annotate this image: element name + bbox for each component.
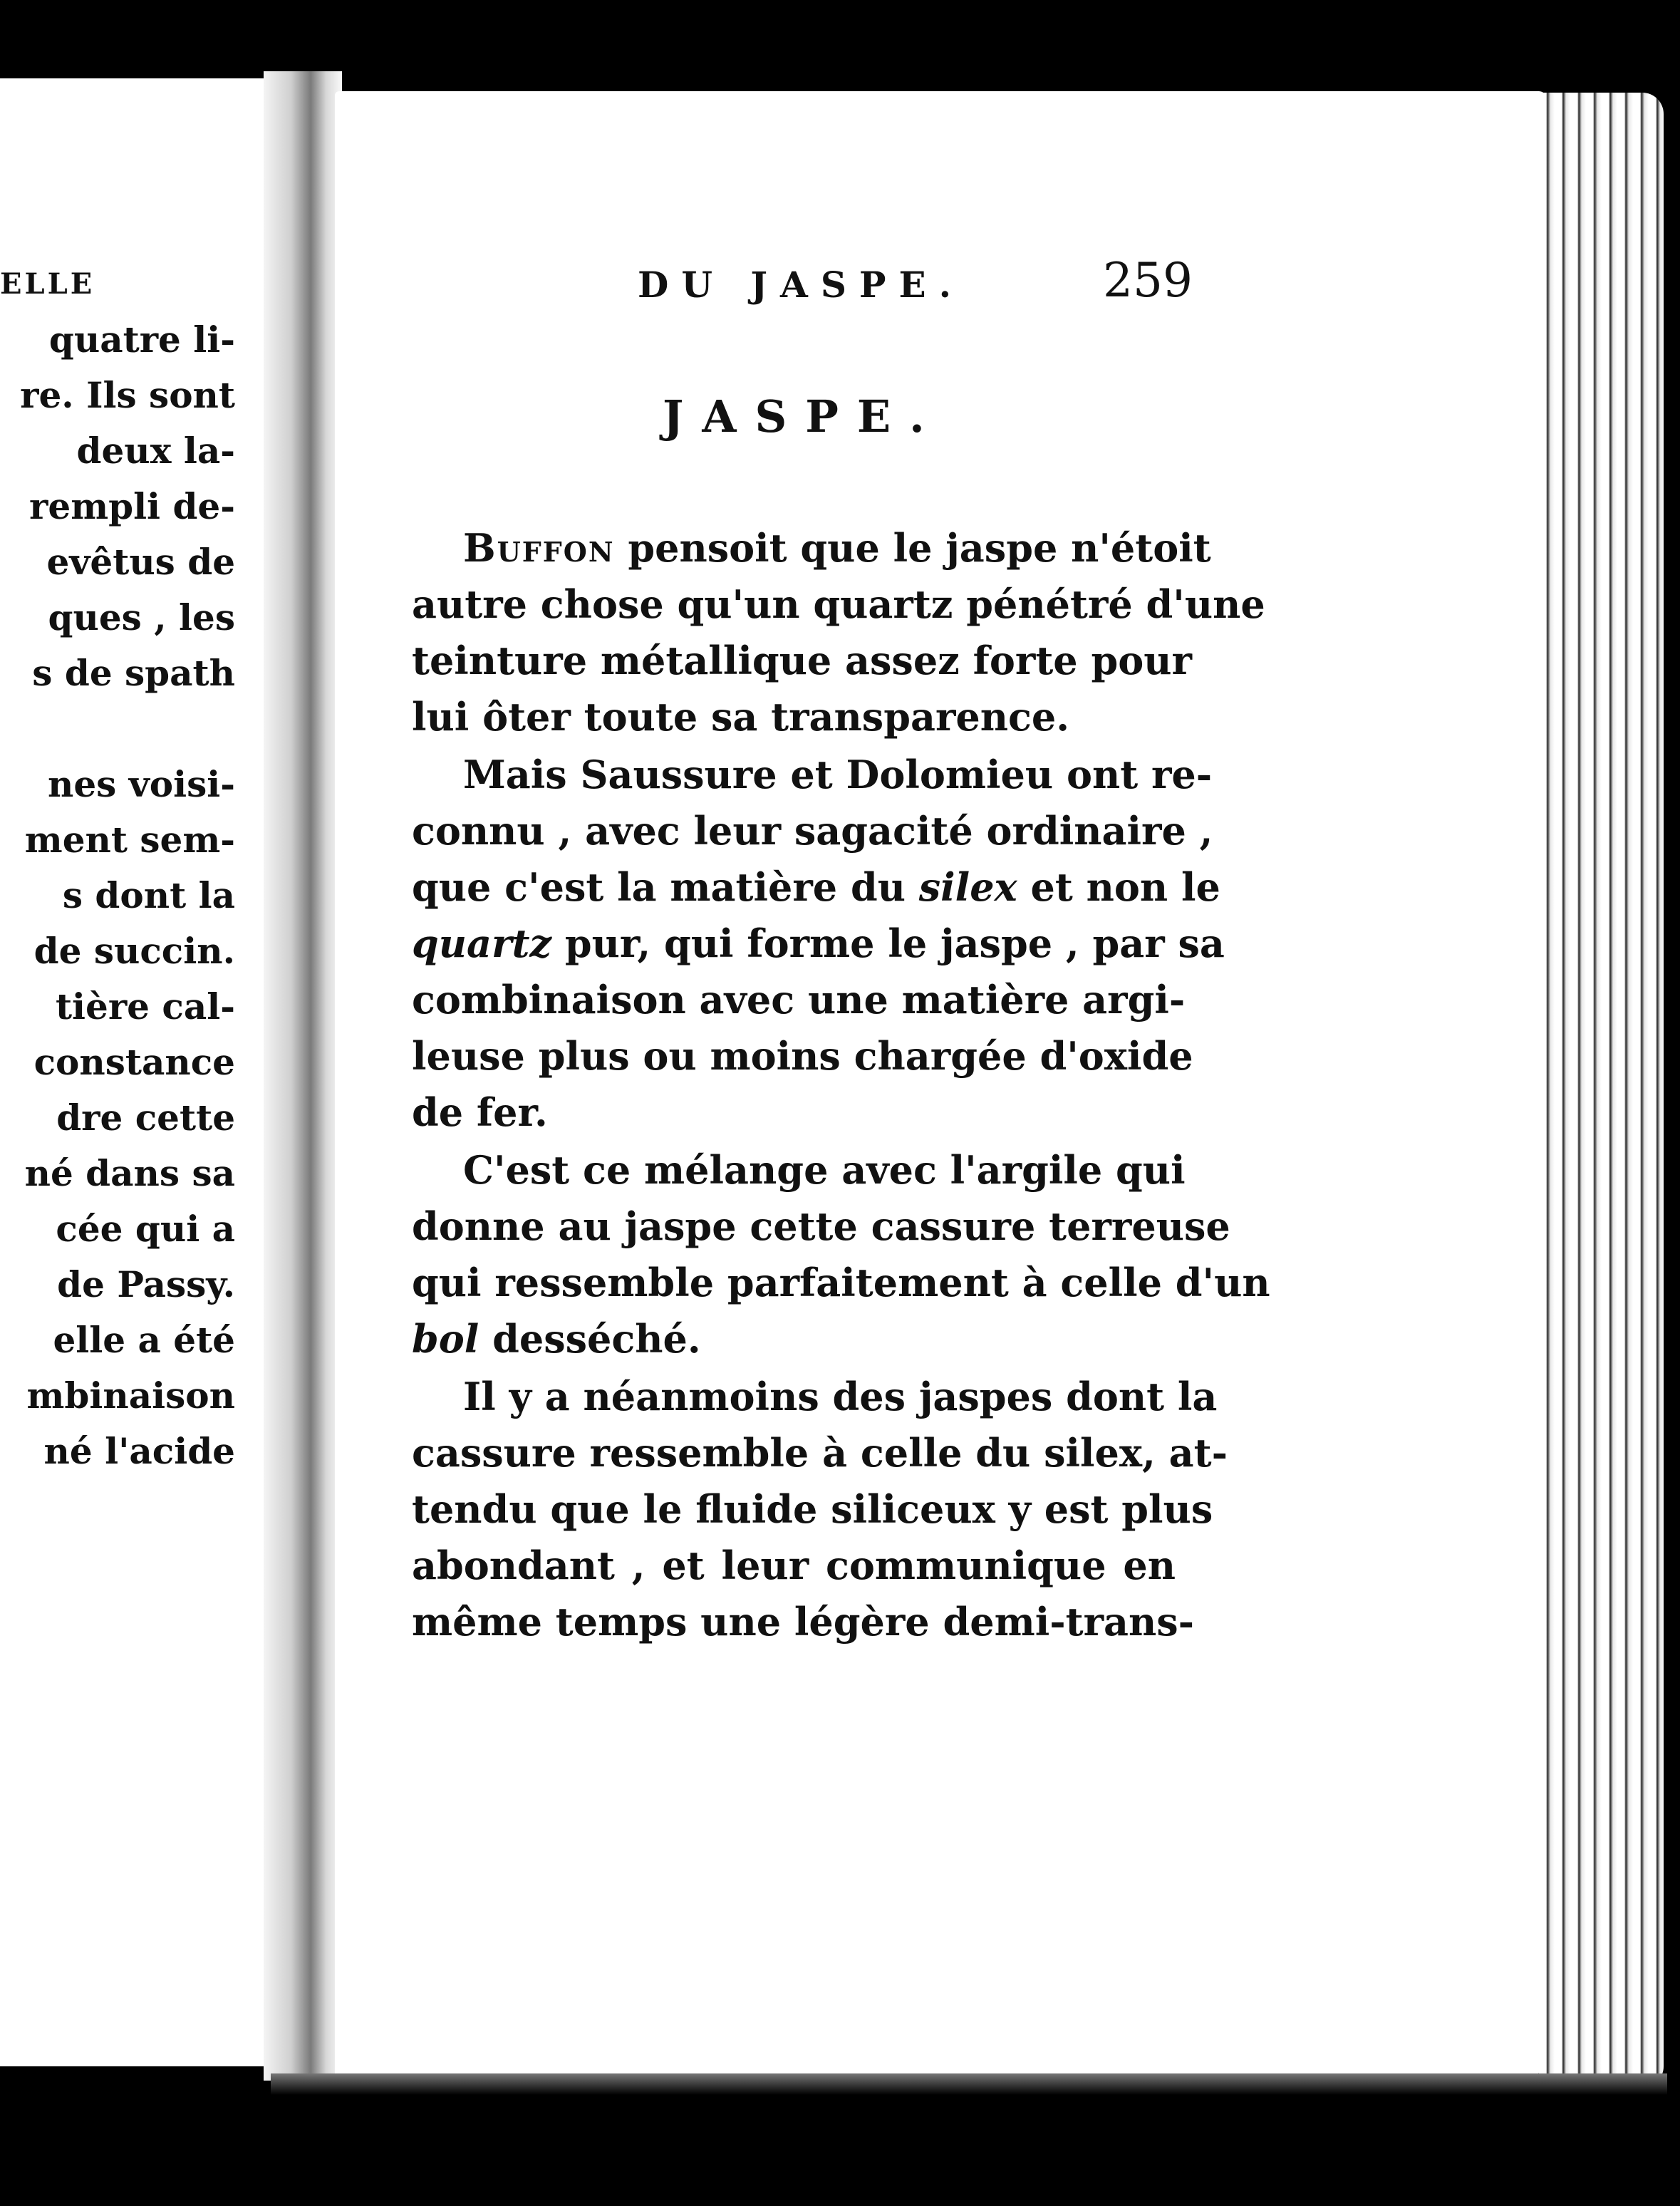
paragraph-2-line-4: quartz pur, qui forme le jaspe , par sa [412, 921, 1225, 966]
paragraph-2-line-7: de fer. [412, 1089, 548, 1135]
paragraph-2-line-1: Mais Saussure et Dolomieu ont re- [463, 752, 1213, 797]
running-head: DU JASPE. [638, 264, 965, 306]
paragraph-2-line-6: leuse plus ou moins chargée d'oxide [412, 1033, 1193, 1079]
left-page [0, 78, 299, 2066]
paragraph-3-line-1: C'est ce mélange avec l'argile qui [463, 1147, 1186, 1193]
page-edges [1539, 93, 1664, 2088]
paragraph-4 [412, 1369, 1228, 1650]
left-page-header: ELLE [0, 267, 95, 301]
italic-term: bol [412, 1316, 479, 1362]
paragraph-2-line-5: combinaison avec une matière argi- [412, 977, 1186, 1022]
left-block-2-line-1: nes voisi- [47, 763, 235, 805]
paragraph-1-line-2: autre chose qu'un quartz pénétré d'une [412, 581, 1265, 627]
paragraph-1-line-1: Buffon pensoit que le jaspe n'étoit [463, 525, 1211, 571]
paragraph-4-line-1: Il y a néanmoins des jaspes dont la [463, 1374, 1218, 1419]
italic-term: silex [918, 864, 1017, 910]
left-block-2-line-3: s dont la [62, 874, 235, 916]
left-block-2-line-2: ment sem- [24, 819, 235, 861]
left-block-2-line-6: constance [33, 1041, 235, 1083]
left-text-block-2 [0, 757, 235, 1479]
left-block-1-line-4: rempli de- [29, 485, 235, 527]
left-block-1-line-1: quatre li- [48, 319, 235, 361]
left-block-1-line-7: s de spath [32, 652, 235, 694]
left-block-2-line-5: tière cal- [55, 985, 235, 1027]
italic-term: quartz [412, 921, 552, 966]
left-block-2-line-7: dre cette [56, 1097, 235, 1139]
page-number: 259 [1103, 253, 1193, 308]
paragraph-2 [412, 747, 1225, 1141]
paragraph-3-line-3: qui ressemble parfaitement à celle d'un [412, 1260, 1270, 1305]
paragraph-4-line-4: abondant , et leur communique en [412, 1543, 1176, 1588]
body-text [412, 520, 1270, 1652]
left-block-2-line-13: né l'acide [43, 1430, 235, 1472]
section-title: JASPE. [663, 390, 943, 442]
left-block-2-line-9: cée qui a [56, 1208, 235, 1250]
left-block-2-line-10: de Passy. [57, 1263, 235, 1305]
left-block-2-line-4: de succin. [33, 930, 235, 972]
paragraph-1 [412, 520, 1265, 745]
page-bottom-shadow [271, 2073, 1667, 2095]
paragraph-2-line-2: connu , avec leur sagacité ordinaire , [412, 808, 1213, 854]
paragraph-4-line-3: tendu que le fluide siliceux y est plus [412, 1486, 1213, 1532]
paragraph-4-line-5: même temps une légère demi-trans- [412, 1599, 1195, 1645]
left-block-1-line-6: ques , les [48, 596, 235, 638]
left-block-1-line-3: deux la- [76, 430, 235, 472]
left-block-1-line-2: re. Ils sont [20, 374, 235, 416]
left-block-2-line-11: elle a été [53, 1319, 235, 1361]
left-block-2-line-8: né dans sa [24, 1152, 235, 1194]
left-text-block-1 [0, 312, 235, 701]
paragraph-3-line-4: bol desséché. [412, 1316, 701, 1362]
left-block-2-line-12: mbinaison [26, 1374, 235, 1417]
paragraph-1-line-4: lui ôter toute sa transparence. [412, 694, 1070, 740]
left-page-text [0, 257, 235, 1479]
paragraph-3 [412, 1142, 1270, 1367]
small-caps-name: Buffon [463, 525, 615, 571]
paragraph-3-line-2: donne au jaspe cette cassure terreuse [412, 1203, 1230, 1249]
book-gutter [264, 71, 342, 2081]
paragraph-1-line-3: teinture métallique assez forte pour [412, 638, 1192, 683]
paragraph-2-line-3: que c'est la matière du silex et non le [412, 864, 1220, 910]
paragraph-4-line-2: cassure ressemble à celle du silex, at- [412, 1430, 1228, 1476]
left-block-1-line-5: evêtus de [46, 541, 235, 583]
